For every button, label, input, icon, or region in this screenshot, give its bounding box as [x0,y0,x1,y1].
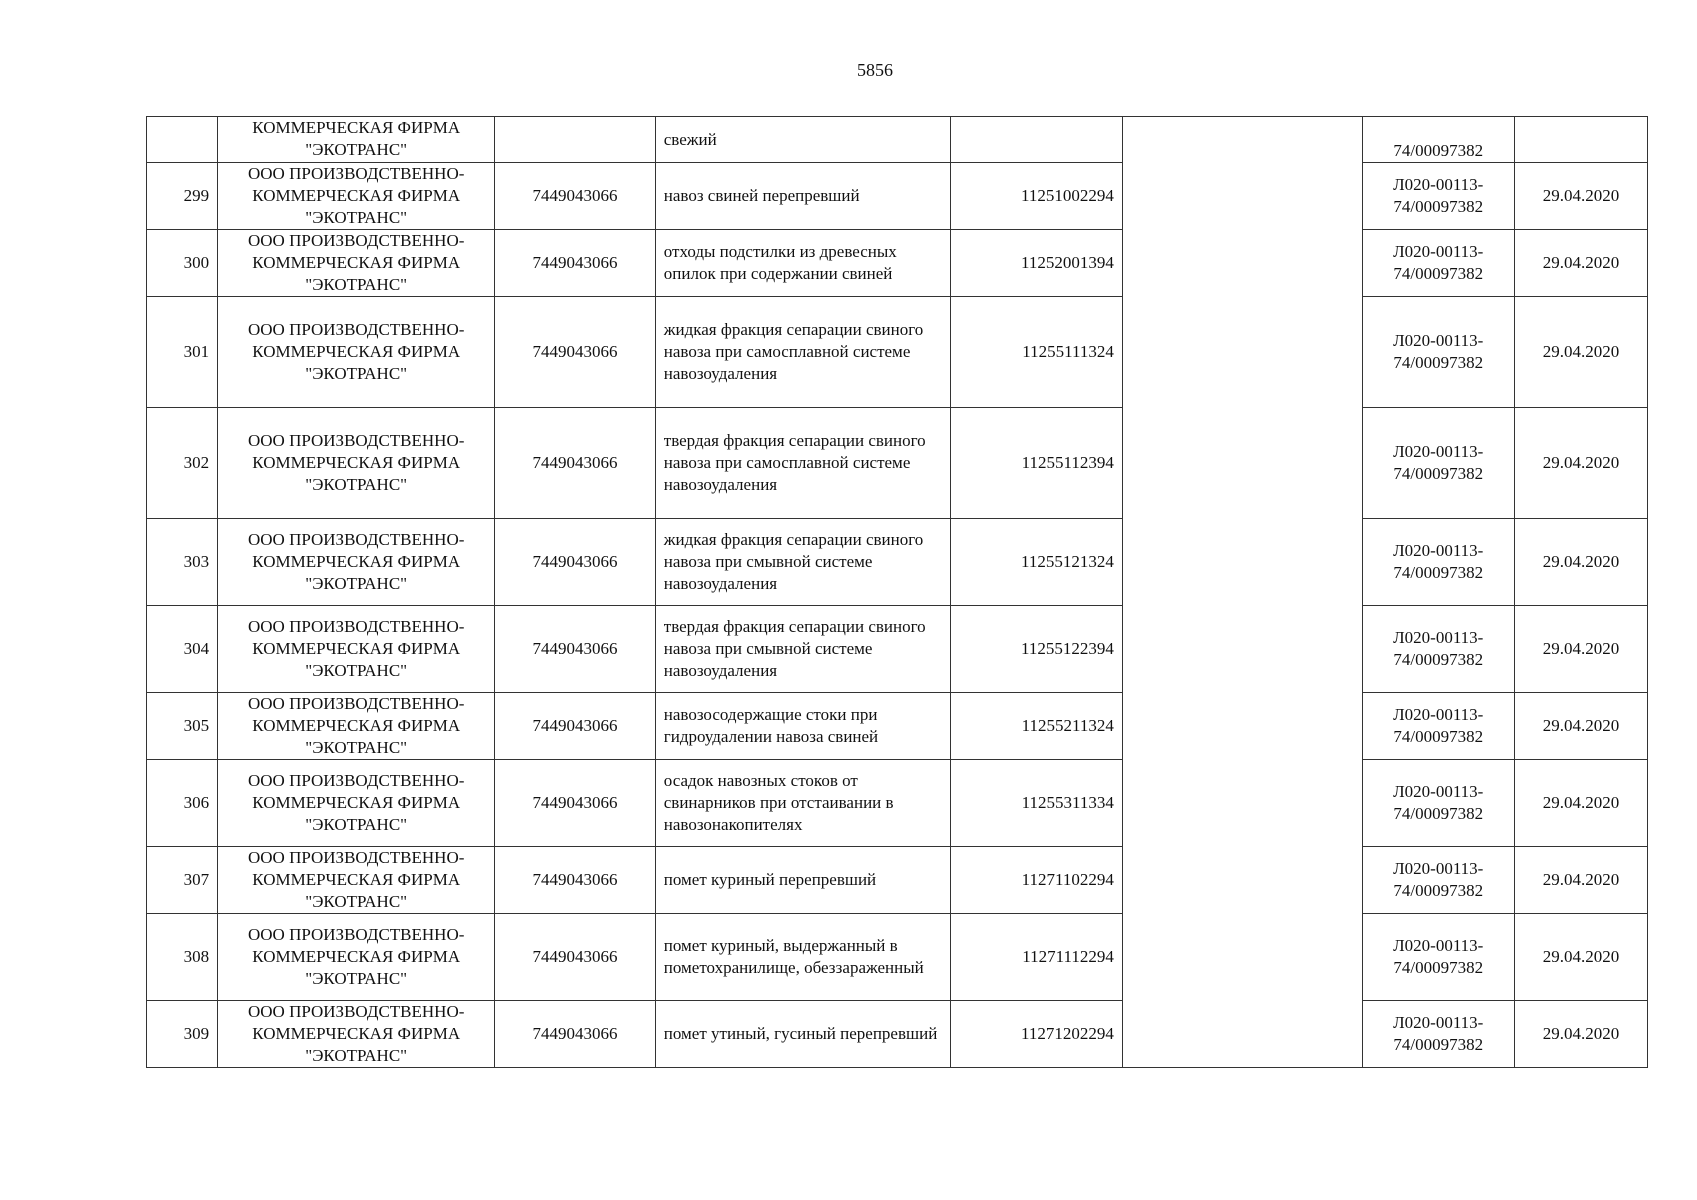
license-date-cell: 29.04.2020 [1514,693,1647,760]
empty-merged-column-cell [1122,117,1362,1068]
license-number-cell: Л020-00113-74/00097382 [1362,163,1514,230]
waste-code-cell: 11271112294 [951,914,1123,1001]
license-date-cell: 29.04.2020 [1514,519,1647,606]
license-number-cell: Л020-00113-74/00097382 [1362,760,1514,847]
waste-name-cell: твердая фракция сепарации свиного навоза при смывной системе навозоудаления [655,606,951,693]
waste-code-cell: 11255112394 [951,408,1123,519]
license-date-cell [1514,117,1647,163]
table-row [147,1001,1648,1068]
row-number-cell: 306 [147,760,218,847]
organization-cell: ООО ПРОИЗВОДСТВЕННО-КОММЕРЧЕСКАЯ ФИРМА "ЭКОТРАНС" [218,847,495,914]
row-number-cell: 301 [147,297,218,408]
waste-code-cell [951,117,1123,163]
license-number-cell: Л020-00113-74/00097382 [1362,914,1514,1001]
waste-name-cell: осадок навозных стоков от свинарников при отстаивании в навозонакопителях [655,760,951,847]
license-number-cell: Л020-00113-74/00097382 [1362,693,1514,760]
waste-name-cell: навозосодержащие стоки при гидроудалении навоза свиней [655,693,951,760]
row-number-cell: 303 [147,519,218,606]
license-date-cell: 29.04.2020 [1514,230,1647,297]
waste-name-cell: помет утиный, гусиный перепревший [655,1001,951,1068]
waste-code-cell: 11255311334 [951,760,1123,847]
waste-code-cell: 11252001394 [951,230,1123,297]
inn-cell: 7449043066 [495,606,655,693]
waste-name-cell: помет куриный перепревший [655,847,951,914]
waste-code-cell: 11271202294 [951,1001,1123,1068]
table-row [147,693,1648,760]
license-date-cell: 29.04.2020 [1514,1001,1647,1068]
inn-cell: 7449043066 [495,519,655,606]
inn-cell: 7449043066 [495,693,655,760]
inn-cell: 7449043066 [495,914,655,1001]
table-row [147,760,1648,847]
inn-cell: 7449043066 [495,230,655,297]
license-date-cell: 29.04.2020 [1514,760,1647,847]
waste-name-cell: жидкая фракция сепарации свиного навоза при смывной системе навозоудаления [655,519,951,606]
inn-cell: 7449043066 [495,408,655,519]
row-number-cell: 304 [147,606,218,693]
organization-cell: ООО ПРОИЗВОДСТВЕННО-КОММЕРЧЕСКАЯ ФИРМА "ЭКОТРАНС" [218,230,495,297]
row-number-cell [147,117,218,163]
waste-name-cell: жидкая фракция сепарации свиного навоза при самосплавной системе навозоудаления [655,297,951,408]
license-number-cell: Л020-00113-74/00097382 [1362,519,1514,606]
inn-cell: 7449043066 [495,847,655,914]
row-number-cell: 309 [147,1001,218,1068]
license-date-cell: 29.04.2020 [1514,914,1647,1001]
waste-name-cell: твердая фракция сепарации свиного навоза при самосплавной системе навозоудаления [655,408,951,519]
license-number-cell: Л020-00113-74/00097382 [1362,297,1514,408]
license-number-cell: 74/00097382 [1362,117,1514,163]
inn-cell: 7449043066 [495,163,655,230]
inn-cell [495,117,655,163]
organization-cell: ООО ПРОИЗВОДСТВЕННО-КОММЕРЧЕСКАЯ ФИРМА "ЭКОТРАНС" [218,408,495,519]
row-number-cell: 307 [147,847,218,914]
waste-name-cell: свежий [655,117,951,163]
page-number: 5856 [857,60,893,80]
organization-cell: ООО ПРОИЗВОДСТВЕННО-КОММЕРЧЕСКАЯ ФИРМА "ЭКОТРАНС" [218,163,495,230]
organization-cell: ООО ПРОИЗВОДСТВЕННО-КОММЕРЧЕСКАЯ ФИРМА "ЭКОТРАНС" [218,693,495,760]
waste-name-cell: помет куриный, выдержанный в пометохранилище, обеззараженный [655,914,951,1001]
waste-code-cell: 11255211324 [951,693,1123,760]
license-number-cell: Л020-00113-74/00097382 [1362,847,1514,914]
waste-code-cell: 11271102294 [951,847,1123,914]
waste-name-cell: отходы подстилки из древесных опилок при содержании свиней [655,230,951,297]
row-number-cell: 300 [147,230,218,297]
table-row [147,163,1648,230]
license-number-cell: Л020-00113-74/00097382 [1362,230,1514,297]
row-number-cell: 302 [147,408,218,519]
organization-cell: ООО ПРОИЗВОДСТВЕННО-КОММЕРЧЕСКАЯ ФИРМА "ЭКОТРАНС" [218,914,495,1001]
table-row [147,297,1648,408]
organization-cell: ООО ПРОИЗВОДСТВЕННО-КОММЕРЧЕСКАЯ ФИРМА "ЭКОТРАНС" [218,606,495,693]
table-row [147,914,1648,1001]
table-row [147,847,1648,914]
row-number-cell: 305 [147,693,218,760]
table-row [147,519,1648,606]
row-number-cell: 299 [147,163,218,230]
license-number-cell: Л020-00113-74/00097382 [1362,1001,1514,1068]
inn-cell: 7449043066 [495,760,655,847]
license-date-cell: 29.04.2020 [1514,847,1647,914]
row-number-cell: 308 [147,914,218,1001]
inn-cell: 7449043066 [495,1001,655,1068]
organization-cell: КОММЕРЧЕСКАЯ ФИРМА "ЭКОТРАНС" [218,117,495,163]
license-date-cell: 29.04.2020 [1514,606,1647,693]
table-row [147,117,1648,163]
waste-code-cell: 11255121324 [951,519,1123,606]
waste-name-cell: навоз свиней перепревший [655,163,951,230]
organization-cell: ООО ПРОИЗВОДСТВЕННО-КОММЕРЧЕСКАЯ ФИРМА "ЭКОТРАНС" [218,1001,495,1068]
waste-code-cell: 11251002294 [951,163,1123,230]
waste-code-cell: 11255111324 [951,297,1123,408]
organization-cell: ООО ПРОИЗВОДСТВЕННО-КОММЕРЧЕСКАЯ ФИРМА "ЭКОТРАНС" [218,519,495,606]
license-number-cell: Л020-00113-74/00097382 [1362,408,1514,519]
table-row [147,230,1648,297]
license-date-cell: 29.04.2020 [1514,297,1647,408]
license-date-cell: 29.04.2020 [1514,408,1647,519]
inn-cell: 7449043066 [495,297,655,408]
table-row [147,408,1648,519]
license-date-cell: 29.04.2020 [1514,163,1647,230]
waste-code-cell: 11255122394 [951,606,1123,693]
license-number-cell: Л020-00113-74/00097382 [1362,606,1514,693]
waste-license-table [146,116,1648,1068]
organization-cell: ООО ПРОИЗВОДСТВЕННО-КОММЕРЧЕСКАЯ ФИРМА "ЭКОТРАНС" [218,297,495,408]
table-row [147,606,1648,693]
organization-cell: ООО ПРОИЗВОДСТВЕННО-КОММЕРЧЕСКАЯ ФИРМА "ЭКОТРАНС" [218,760,495,847]
